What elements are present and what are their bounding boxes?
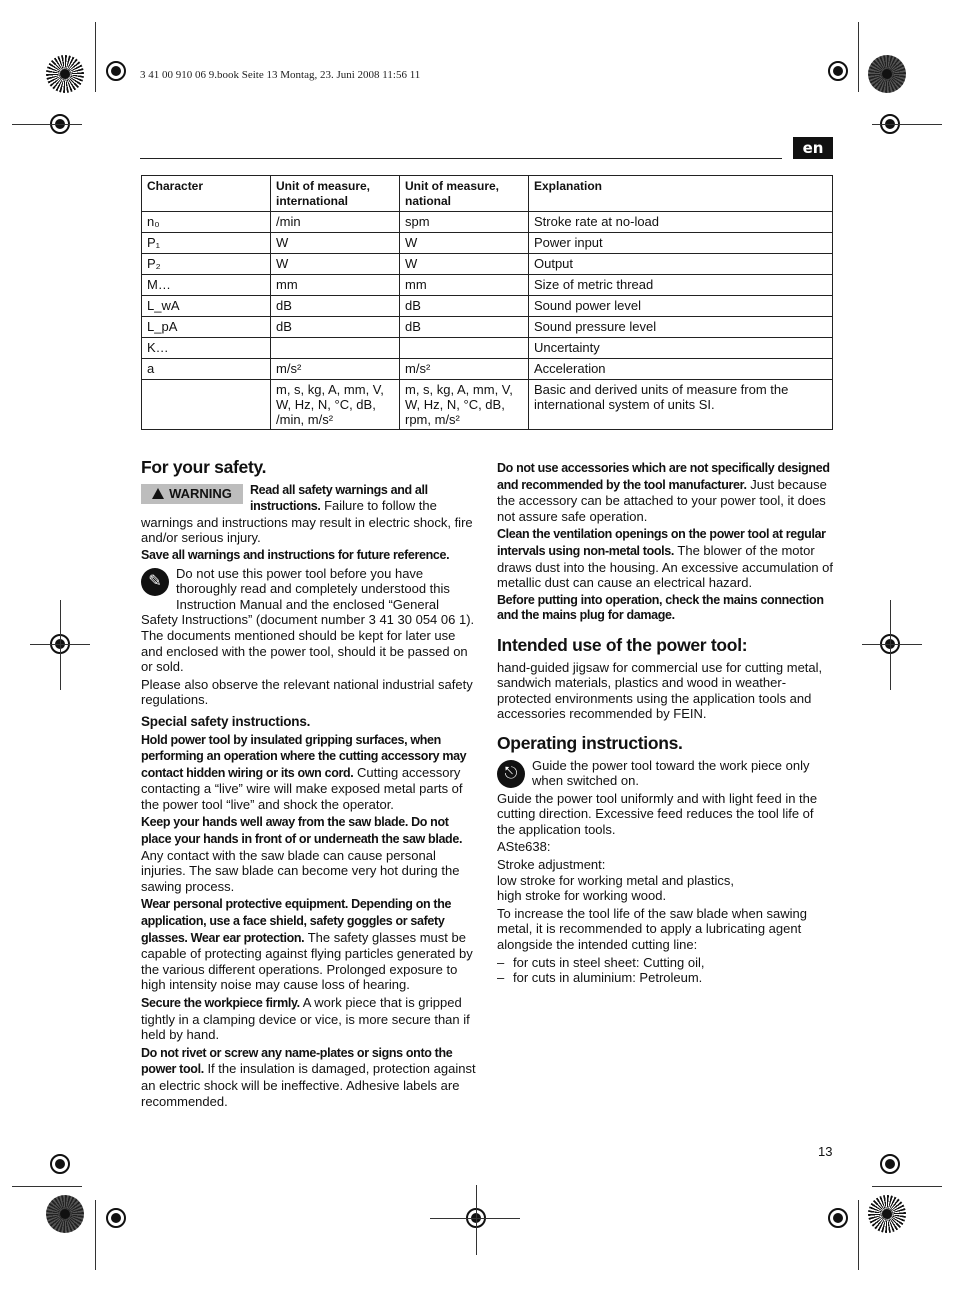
registration-mark-icon bbox=[880, 1154, 900, 1174]
table-cell: K… bbox=[142, 338, 271, 359]
table-cell: Stroke rate at no-load bbox=[529, 212, 833, 233]
table-cell: Size of metric thread bbox=[529, 275, 833, 296]
table-cell: Output bbox=[529, 254, 833, 275]
list-item: – for cuts in steel sheet: Cutting oil, bbox=[497, 955, 835, 971]
color-dial-icon bbox=[868, 55, 906, 93]
subsection-title: Special safety instructions. bbox=[141, 713, 311, 729]
paragraph: Save all warnings and instructions for future reference. bbox=[141, 547, 450, 562]
table-row bbox=[142, 296, 833, 317]
table-cell: a bbox=[142, 359, 271, 380]
bold-text: Secure the workpiece firmly. bbox=[141, 996, 300, 1010]
paragraph bbox=[141, 814, 479, 894]
section-title: Intended use of the power tool: bbox=[497, 634, 748, 655]
section-title: Operating instructions. bbox=[497, 732, 683, 753]
table-cell: P₂ bbox=[142, 254, 271, 275]
text: Cutting accessory contacting a “live” wire will make exposed metal parts of the power tool “live” and shock the operator. bbox=[141, 764, 463, 812]
table-cell: /min bbox=[271, 212, 400, 233]
read-manual-icon: ✎ bbox=[141, 568, 169, 596]
table-cell: dB bbox=[400, 317, 529, 338]
paragraph: low stroke for working metal and plastics, bbox=[497, 872, 734, 888]
paragraph: To increase the tool life of the saw blade when sawing metal, it is recommended to apply a lubricating agent alongside the intended cutting line: bbox=[497, 905, 808, 953]
table-cell: dB bbox=[271, 296, 400, 317]
paragraph: hand-guided jigsaw for commercial use for cutting metal, sandwich materials, plastics and wood in weather-protected environments using the application tools and accessories recommended by FEIN. bbox=[497, 659, 823, 722]
table-cell: W bbox=[271, 254, 400, 275]
bold-text: Wear personal protective equipment. Depending on the application, use a face shield, safety goggles or safety glasses. Wear ear protection. bbox=[141, 897, 452, 945]
text: The blower of the motor draws dust into the housing. An excessive accumulation of metallic dust can cause an electrical hazard. bbox=[497, 542, 834, 591]
left-column bbox=[141, 457, 479, 1111]
table-cell: dB bbox=[271, 317, 400, 338]
units-table bbox=[141, 175, 833, 430]
table-header: Unit of measure, national bbox=[400, 176, 529, 212]
table-cell: L_pA bbox=[142, 317, 271, 338]
warning-triangle-icon bbox=[152, 488, 164, 499]
warning-badge bbox=[141, 484, 243, 504]
table-cell: W bbox=[271, 233, 400, 254]
text: Just because the accessory can be attached to your power tool, it does not assure safe operation. bbox=[497, 476, 827, 524]
header-rule bbox=[140, 158, 782, 159]
paragraph: Please also observe the relevant national industrial safety regulations. bbox=[141, 676, 473, 708]
read-manual-block bbox=[141, 566, 479, 675]
table-cell: Acceleration bbox=[529, 359, 833, 380]
table-cell: m, s, kg, A, mm, V, W, Hz, N, °C, dB, /min, m/s² bbox=[271, 380, 400, 430]
table-cell bbox=[142, 380, 271, 430]
paragraph: Guide the power tool uniformly and with light feed in the cutting direction. Excessive feed reduces the tool life of the application tools. bbox=[497, 790, 818, 837]
text: A work piece that is gripped tightly in a clamping device or vice, is more secure than if held by hand. bbox=[141, 995, 470, 1043]
table-row bbox=[142, 233, 833, 254]
table-cell: dB bbox=[400, 296, 529, 317]
paragraph: Before putting into operation, check the mains connection and the mains plug for damage. bbox=[497, 592, 824, 623]
color-dial-icon bbox=[46, 55, 84, 93]
text: If the insulation is damaged, protection against an electric shock will be ineffective. Adhesive labels are recommended. bbox=[141, 1061, 476, 1109]
table-cell: spm bbox=[400, 212, 529, 233]
warning-label: WARNING bbox=[169, 485, 232, 501]
bold-text: Keep your hands well away from the saw blade. Do not place your hands in front of or underneath the saw blade. bbox=[141, 815, 463, 847]
table-cell: n₀ bbox=[142, 212, 271, 233]
language-tab: en bbox=[793, 137, 833, 159]
paragraph: ASte638: bbox=[497, 839, 551, 855]
file-info: 3 41 00 910 06 9.book Seite 13 Montag, 23. Juni 2008 11:56 11 bbox=[140, 69, 421, 81]
table-header: Explanation bbox=[529, 176, 833, 212]
table-cell bbox=[271, 338, 400, 359]
table-cell: Sound pressure level bbox=[529, 317, 833, 338]
table-cell: m/s² bbox=[400, 359, 529, 380]
table-cell: M… bbox=[142, 275, 271, 296]
paragraph: Stroke adjustment: bbox=[497, 857, 606, 873]
table-cell: m/s² bbox=[271, 359, 400, 380]
registration-mark-icon bbox=[50, 1154, 70, 1174]
registration-mark-icon bbox=[828, 1208, 848, 1228]
bold-text: Do not use accessories which are not specifically designed and recommended by the tool manufacturer. bbox=[497, 461, 830, 492]
table-row bbox=[142, 212, 833, 233]
text: The safety glasses must be capable of protecting against flying particles generated by the various different operations. Prolonged exposure to high intensity noise may cause loss of hearing. bbox=[141, 929, 473, 993]
table-header: Character bbox=[142, 176, 271, 212]
paragraph bbox=[141, 995, 479, 1043]
list-item: – for cuts in aluminium: Petroleum. bbox=[497, 970, 835, 986]
paragraph bbox=[497, 526, 835, 590]
table-cell: Power input bbox=[529, 233, 833, 254]
table-cell: m, s, kg, A, mm, V, W, Hz, N, °C, dB, rpm, m/s² bbox=[400, 380, 529, 430]
table-cell: mm bbox=[400, 275, 529, 296]
page-number: 13 bbox=[818, 1144, 833, 1159]
table-cell: P₁ bbox=[142, 233, 271, 254]
paragraph: Do not use this power tool before you have thoroughly read and completely understood this Instruction Manual and the enclosed “General Safety Instructions” (document number 3 41 30 054 06 1). The documents mentioned should be kept for later use and enclosed with the power tool, should it be passed on or sold. bbox=[141, 565, 475, 675]
table-row bbox=[142, 380, 833, 430]
registration-mark-icon bbox=[106, 61, 126, 81]
bold-text: Read all safety warnings and all instructions. bbox=[250, 482, 428, 514]
registration-mark-icon bbox=[106, 1208, 126, 1228]
color-dial-icon bbox=[46, 1195, 84, 1233]
table-cell: mm bbox=[271, 275, 400, 296]
paragraph: Guide the power tool toward the work piece only when switched on. bbox=[532, 757, 810, 789]
table-row bbox=[142, 338, 833, 359]
paragraph: high stroke for working wood. bbox=[497, 888, 667, 904]
table-row bbox=[142, 359, 833, 380]
table-cell: Basic and derived units of measure from the international system of units SI. bbox=[529, 380, 833, 430]
table-header-row bbox=[142, 176, 833, 212]
table-cell: W bbox=[400, 233, 529, 254]
table-cell: L_wA bbox=[142, 296, 271, 317]
table-header: Unit of measure, international bbox=[271, 176, 400, 212]
warning-block bbox=[141, 482, 479, 546]
table-row bbox=[142, 317, 833, 338]
bold-text: Do not rivet or screw any name-plates or signs onto the power tool. bbox=[141, 1045, 453, 1077]
table-cell bbox=[400, 338, 529, 359]
section-title: For your safety. bbox=[141, 457, 267, 477]
table-cell: W bbox=[400, 254, 529, 275]
text: Failure to follow the warnings and instructions may result in electric shock, fire and/or serious injury. bbox=[141, 498, 473, 546]
table-row bbox=[142, 254, 833, 275]
paragraph bbox=[497, 460, 835, 524]
table-cell: Uncertainty bbox=[529, 338, 833, 359]
switch-on-block bbox=[497, 758, 835, 789]
power-tool-switch-icon: ⎋ bbox=[497, 760, 525, 788]
bold-text: Clean the ventilation openings on the power tool at regular intervals using non-metal tools. bbox=[497, 527, 826, 558]
table-row bbox=[142, 275, 833, 296]
text: Any contact with the saw blade can cause personal injuries. The saw blade can become very hot during the sawing process. bbox=[141, 847, 460, 894]
paragraph bbox=[141, 896, 479, 993]
right-column bbox=[497, 460, 835, 986]
paragraph bbox=[141, 1045, 479, 1109]
color-dial-icon bbox=[868, 1195, 906, 1233]
registration-mark-icon bbox=[828, 61, 848, 81]
table-cell: Sound power level bbox=[529, 296, 833, 317]
paragraph bbox=[141, 732, 479, 813]
bold-text: Hold power tool by insulated gripping surfaces, when performing an operation where the cutting accessory may contact hidden wiring or its own cord. bbox=[141, 732, 467, 780]
